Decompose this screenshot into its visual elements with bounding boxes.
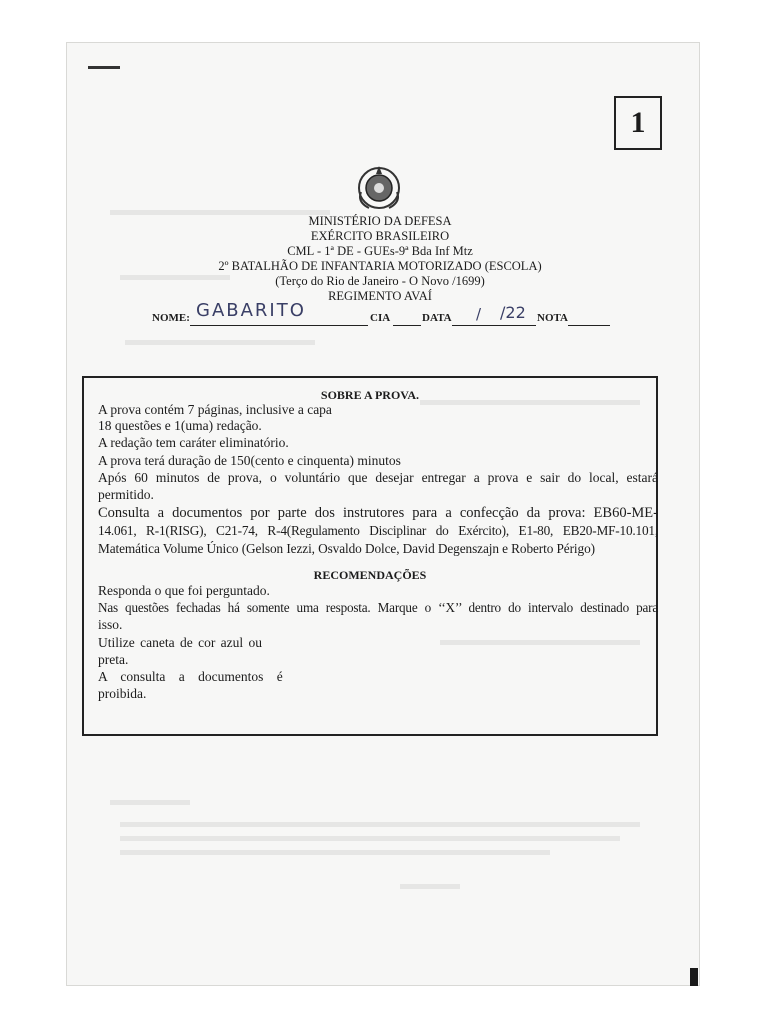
sobre-line-1: A prova contém 7 páginas, inclusive a capa [98,402,332,417]
header-command: CML - 1ª DE - GUEs-9ª Bda Inf Mtz [287,244,473,258]
recomendacao-4b: proibida. [98,686,147,701]
nome-label: NOME: [152,312,190,324]
header-army: EXÉRCITO BRASILEIRO [310,229,450,243]
sobre-line-5b: permitido. [98,487,154,502]
sobre-title: SOBRE A PROVA. [320,388,420,402]
scan-edge-mark [690,968,698,986]
header-battalion: 2º BATALHÃO DE INFANTARIA MOTORIZADO (ESCOLA) [218,259,542,273]
recomendacao-3b: preta. [98,652,129,667]
header-ministry: MINISTÉRIO DA DEFESA [308,214,452,228]
cia-underline[interactable] [393,325,421,326]
recomendacoes-title: RECOMENDAÇÕES [313,568,427,582]
nota-underline[interactable] [568,325,610,326]
show-through [110,800,190,805]
show-through [400,884,460,889]
show-through [125,340,315,345]
data-separator: / [476,305,484,323]
pen-mark [88,66,120,69]
show-through [120,836,620,841]
show-through [120,822,640,827]
sobre-line-2: 18 questões e 1(uma) redação. [98,418,262,433]
army-crest-icon [355,162,403,212]
recomendacao-1: Responda o que foi perguntado. [98,583,270,598]
sobre-line-5a: Após 60 minutos de prova, o voluntário que desejar entregar a prova e sair do local, estará [98,470,658,485]
nome-value[interactable]: GABARITO [196,300,306,321]
consulta-line-c: Matemática Volume Único (Gelson Iezzi, Osvaldo Dolce, David Degenszajn e Roberto Périgo) [98,541,595,556]
page-number: 1 [630,106,646,139]
show-through [120,850,550,855]
header-terco: (Terço do Rio de Janeiro - O Novo /1699) [275,274,485,288]
consulta-line-b: 14.061, R-1(RISG), C21-74, R-4(Regulamento Disciplinar do Exército), E1-80, EB20-MF-10.101, [98,523,658,538]
data-label: DATA [422,312,452,324]
data-underline[interactable] [452,325,536,326]
recomendacao-3a: Utilize caneta de cor azul ou [98,635,263,650]
nome-underline [190,325,368,326]
header-regiment: REGIMENTO AVAÍ [328,289,432,303]
recomendacao-2a: Nas questões fechadas há somente uma resposta. Marque o ‘‘X’’ dentro do intervalo destinado para [98,600,658,615]
cia-label: CIA [370,312,391,324]
sobre-line-3: A redação tem caráter eliminatório. [98,435,289,450]
consulta-line-a: Consulta a documentos por parte dos instrutores para a confecção da prova: EB60-ME- [98,505,658,521]
nota-label: NOTA [537,312,568,324]
data-value: /22 [500,303,526,322]
recomendacao-2b: isso. [98,617,123,632]
page-number-box [614,96,662,150]
recomendacao-4a: A consulta a documentos é [98,669,283,684]
sobre-line-4: A prova terá duração de 150(cento e cinquenta) minutos [98,453,401,468]
